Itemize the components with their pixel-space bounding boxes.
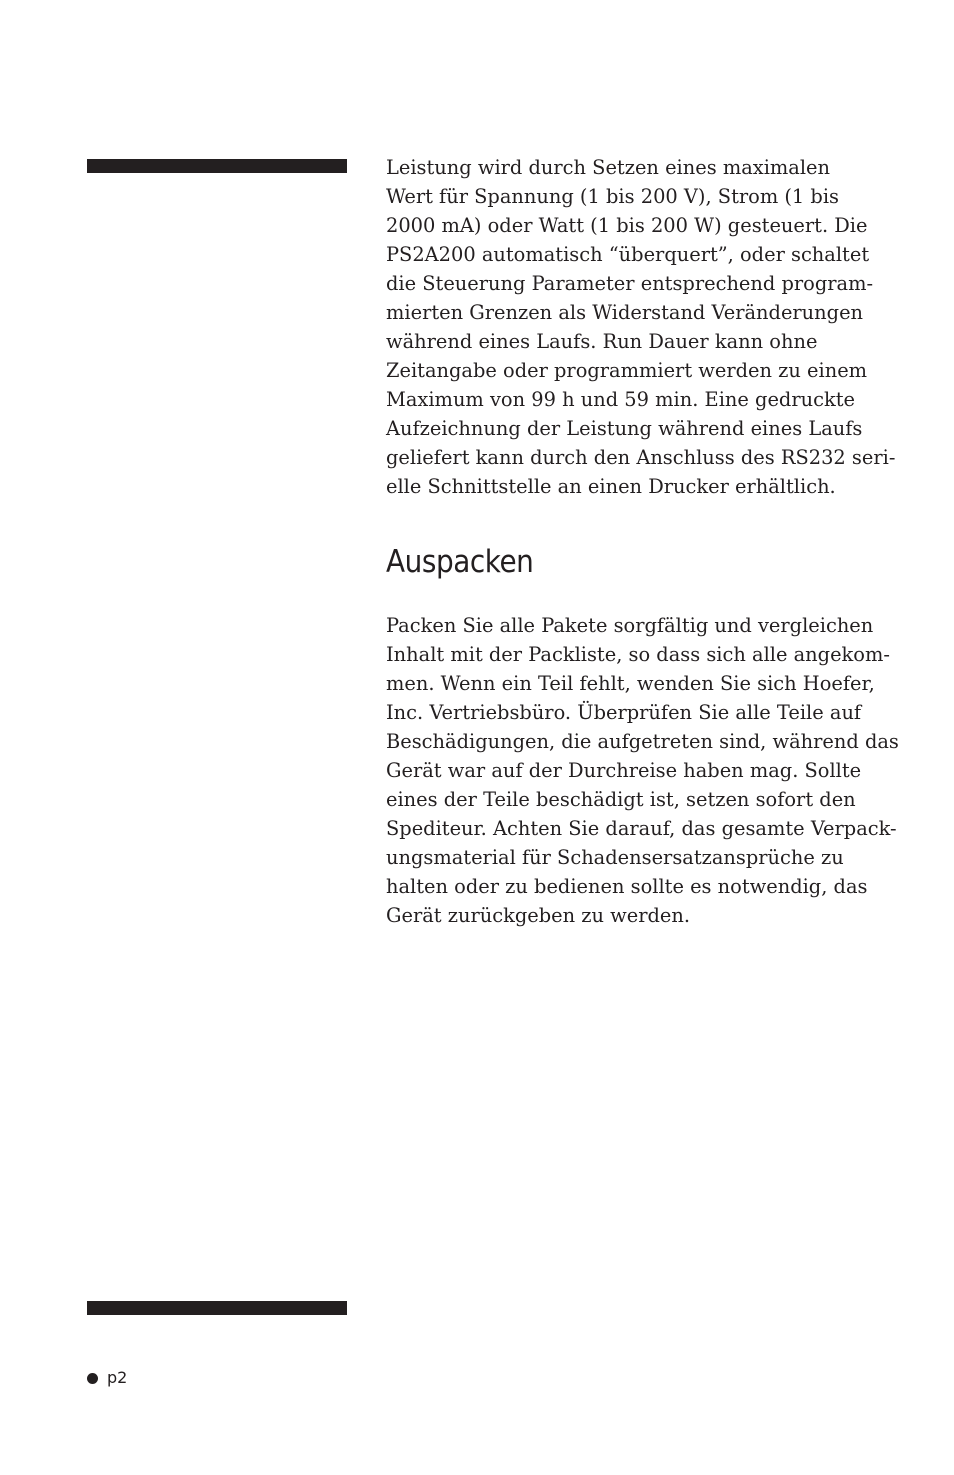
body-paragraph-intro: [386, 153, 895, 501]
text-line: Gerät zurückgeben zu werden.: [386, 904, 691, 927]
text-line: ungsmaterial für Schadensersatzansprüche zu: [386, 846, 844, 869]
text-line: 2000 mA) oder Watt (1 bis 200 W) gesteuert. Die: [386, 214, 868, 237]
text-line: Aufzeichnung der Leistung während eines Laufs: [386, 417, 863, 440]
text-line: die Steuerung Parameter entsprechend program-: [386, 272, 874, 295]
text-line: geliefert kann durch den Anschluss des RS232 seri-: [386, 446, 896, 469]
text-line: Inhalt mit der Packliste, so dass sich alle angekom-: [386, 643, 890, 666]
bottom-rule-bar: [87, 1301, 347, 1315]
page-footer: [87, 1367, 127, 1389]
text-line: mierten Grenzen als Widerstand Veränderungen: [386, 301, 864, 324]
text-line: Beschädigungen, die aufgetreten sind, während das: [386, 730, 899, 753]
top-rule-bar: [87, 159, 347, 173]
text-line: PS2A200 automatisch “überquert”, oder schaltet: [386, 243, 870, 266]
text-line: halten oder zu bedienen sollte es notwendig, das: [386, 875, 868, 898]
text-line: Wert für Spannung (1 bis 200 V), Strom (1 bis: [386, 185, 839, 208]
text-line: men. Wenn ein Teil fehlt, wenden Sie sich Hoefer,: [386, 672, 875, 695]
text-line: während eines Laufs. Run Dauer kann ohne: [386, 330, 818, 353]
text-line: Packen Sie alle Pakete sorgfältig und vergleichen: [386, 614, 874, 637]
text-line: Maximum von 99 h und 59 min. Eine gedruckte: [386, 388, 855, 411]
text-line: Leistung wird durch Setzen eines maximalen: [386, 156, 831, 179]
text-line: Zeitangabe oder programmiert werden zu einem: [386, 359, 868, 382]
body-paragraph-unpacking: [386, 611, 899, 930]
text-line: Gerät war auf der Durchreise haben mag. Sollte: [386, 759, 862, 782]
page-number: p2: [107, 1368, 128, 1387]
bullet-icon: [87, 1373, 98, 1384]
section-heading: Auspacken: [386, 544, 534, 580]
text-line: elle Schnittstelle an einen Drucker erhältlich.: [386, 475, 836, 498]
text-line: eines der Teile beschädigt ist, setzen sofort den: [386, 788, 856, 811]
text-line: Inc. Vertriebsbüro. Überprüfen Sie alle Teile auf: [386, 701, 862, 724]
text-line: Spediteur. Achten Sie darauf, das gesamte Verpack-: [386, 817, 897, 840]
